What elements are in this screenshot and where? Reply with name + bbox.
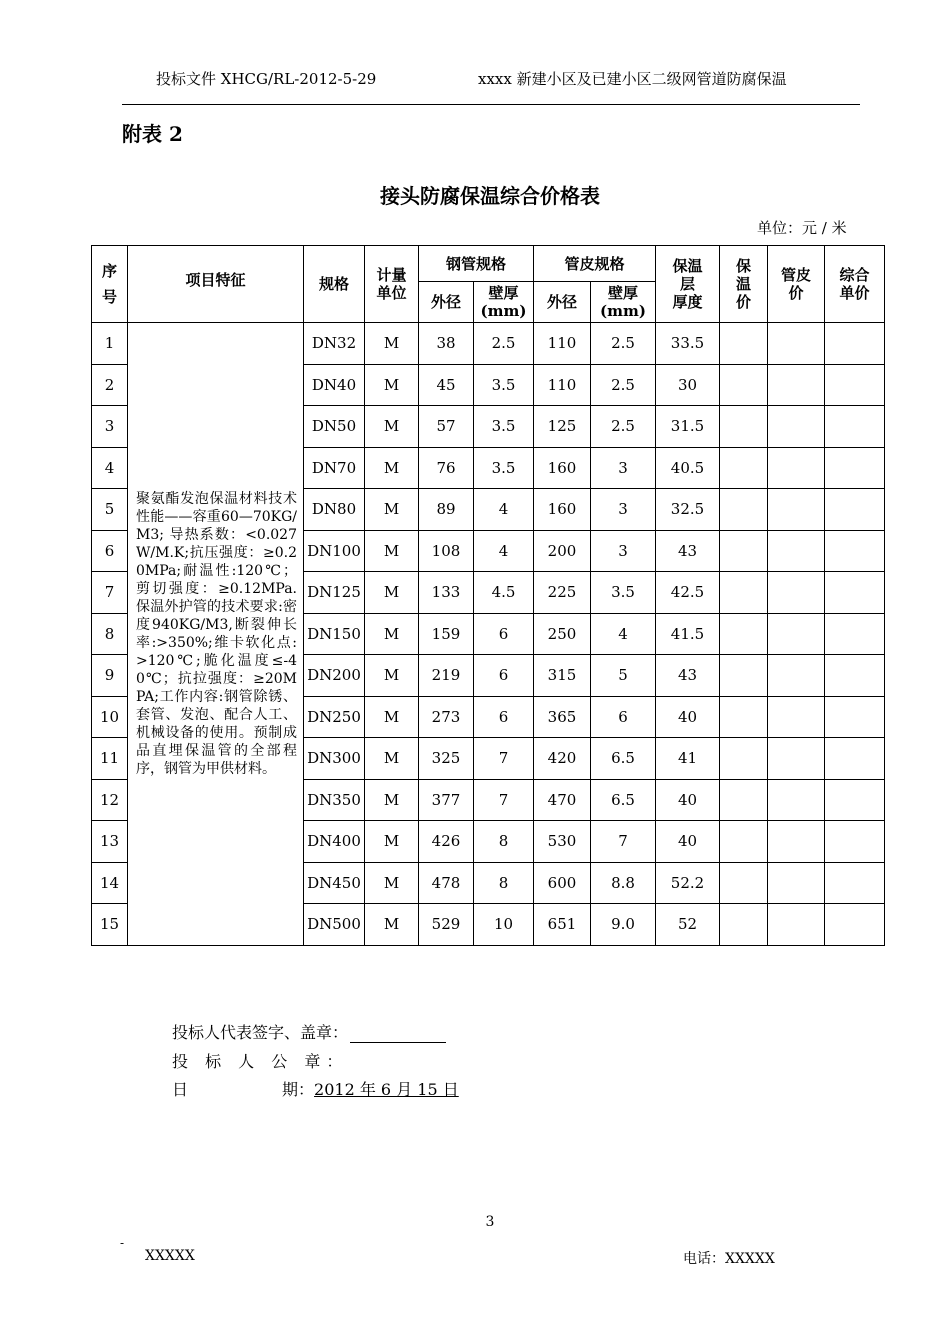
header-joint-wt-text: 壁厚 (mm) [600,284,646,321]
wt-cell: 10 [474,904,534,946]
unit-cell: M [365,364,419,406]
total-price-cell [825,862,885,904]
seq-cell: 5 [92,489,128,531]
rep-signature-label: 投标人代表签字、盖章： [172,1023,349,1042]
joint-od-cell: 110 [534,323,591,365]
header-joint-group: 管皮规格 [534,246,656,282]
ins-price-cell [720,738,768,780]
footer-right: 电话：XXXXX [683,1251,775,1267]
total-price-cell [825,364,885,406]
insulation-cell: 52 [656,904,720,946]
insulation-cell: 43 [656,655,720,697]
joint-od-cell: 125 [534,406,591,448]
joint-wt-cell: 2.5 [591,323,656,365]
header-wt [474,282,534,323]
wt-cell: 3.5 [474,406,534,448]
ins-price-cell [720,406,768,448]
unit-note: 单位：元 / 米 [757,219,847,237]
header-feature: 项目特征 [128,246,304,323]
od-cell: 529 [419,904,474,946]
header-joint-wt [591,282,656,323]
wt-cell: 6 [474,696,534,738]
joint-od-cell: 315 [534,655,591,697]
od-cell: 89 [419,489,474,531]
od-cell: 325 [419,738,474,780]
rep-signature-line [172,1020,446,1043]
seq-cell: 12 [92,779,128,821]
unit-cell: M [365,406,419,448]
header-wt-text: 壁厚 (mm) [480,284,527,321]
insulation-cell: 31.5 [656,406,720,448]
total-price-cell [825,530,885,572]
unit-cell: M [365,530,419,572]
header-total-price-text: 综合 单价 [839,266,870,302]
total-price-cell [825,655,885,697]
unit-cell: M [365,613,419,655]
spec-cell: DN500 [304,904,365,946]
spec-cell: DN70 [304,447,365,489]
joint-wt-cell: 2.5 [591,364,656,406]
ins-price-cell [720,447,768,489]
od-cell: 76 [419,447,474,489]
joint-price-cell [768,738,825,780]
joint-price-cell [768,406,825,448]
seq-cell: 8 [92,613,128,655]
spec-cell: DN450 [304,862,365,904]
seq-cell: 13 [92,821,128,863]
header-unit-text: 计量 单位 [376,266,407,302]
joint-wt-cell: 3 [591,530,656,572]
wt-cell: 8 [474,821,534,863]
joint-od-cell: 160 [534,447,591,489]
seq-cell: 4 [92,447,128,489]
od-cell: 219 [419,655,474,697]
od-cell: 108 [419,530,474,572]
joint-price-cell [768,613,825,655]
header-spec: 规格 [304,246,365,323]
joint-wt-cell: 6.5 [591,738,656,780]
wt-cell: 7 [474,779,534,821]
joint-price-cell [768,530,825,572]
insulation-cell: 41.5 [656,613,720,655]
joint-wt-cell: 6 [591,696,656,738]
joint-wt-cell: 8.8 [591,862,656,904]
total-price-cell [825,406,885,448]
unit-cell: M [365,655,419,697]
wt-cell: 4 [474,530,534,572]
date-label-2: 期： [282,1080,315,1099]
ins-price-cell [720,613,768,655]
joint-wt-cell: 3 [591,447,656,489]
seq-cell: 3 [92,406,128,448]
insulation-cell: 42.5 [656,572,720,614]
od-cell: 45 [419,364,474,406]
header-joint-price [768,246,825,323]
joint-price-cell [768,489,825,531]
unit-cell: M [365,862,419,904]
spec-cell: DN300 [304,738,365,780]
unit-cell: M [365,779,419,821]
header-right: xxxx 新建小区及已建小区二级网管道防腐保温 [478,70,787,88]
spec-cell: DN125 [304,572,365,614]
joint-wt-cell: 7 [591,821,656,863]
joint-od-cell: 160 [534,489,591,531]
seal-label: 投 标 人 公 章： [172,1052,349,1071]
unit-cell: M [365,572,419,614]
insulation-cell: 40 [656,821,720,863]
joint-price-cell [768,447,825,489]
total-price-cell [825,489,885,531]
od-cell: 57 [419,406,474,448]
total-price-cell [825,696,885,738]
od-cell: 426 [419,821,474,863]
joint-od-cell: 651 [534,904,591,946]
insulation-cell: 43 [656,530,720,572]
spec-cell: DN400 [304,821,365,863]
joint-price-cell [768,572,825,614]
joint-od-cell: 250 [534,613,591,655]
seq-cell: 2 [92,364,128,406]
ins-price-cell [720,364,768,406]
joint-od-cell: 200 [534,530,591,572]
joint-price-cell [768,779,825,821]
total-price-cell [825,779,885,821]
spec-cell: DN100 [304,530,365,572]
date-value: 2012 年 6 月 15 日 [314,1080,459,1099]
insulation-cell: 30 [656,364,720,406]
joint-price-cell [768,904,825,946]
footer-dash: - [120,1236,125,1250]
joint-od-cell: 110 [534,364,591,406]
joint-od-cell: 420 [534,738,591,780]
spec-cell: DN32 [304,323,365,365]
seq-cell: 6 [92,530,128,572]
spec-cell: DN40 [304,364,365,406]
wt-cell: 2.5 [474,323,534,365]
seq-cell: 1 [92,323,128,365]
total-price-cell [825,904,885,946]
ins-price-cell [720,530,768,572]
joint-wt-cell: 6.5 [591,779,656,821]
spec-cell: DN50 [304,406,365,448]
wt-cell: 6 [474,655,534,697]
ins-price-cell [720,862,768,904]
od-cell: 377 [419,779,474,821]
joint-price-cell [768,696,825,738]
header-steel-group: 钢管规格 [419,246,534,282]
table-body [92,323,885,946]
total-price-cell [825,572,885,614]
wt-cell: 3.5 [474,364,534,406]
ins-price-cell [720,904,768,946]
od-cell: 133 [419,572,474,614]
insulation-cell: 40.5 [656,447,720,489]
insulation-cell: 52.2 [656,862,720,904]
joint-wt-cell: 3 [591,489,656,531]
seq-cell: 7 [92,572,128,614]
spec-cell: DN350 [304,779,365,821]
unit-cell: M [365,489,419,531]
joint-wt-cell: 2.5 [591,406,656,448]
ins-price-cell [720,655,768,697]
table-row [92,323,885,365]
unit-cell: M [365,447,419,489]
joint-wt-cell: 9.0 [591,904,656,946]
wt-cell: 8 [474,862,534,904]
header-seq-text: 序 号 [101,262,117,306]
ins-price-cell [720,489,768,531]
seq-cell: 10 [92,696,128,738]
header-ins-price [720,246,768,323]
ins-price-cell [720,572,768,614]
ins-price-cell [720,696,768,738]
header-ins-price-text: 保 温 价 [735,257,751,311]
od-cell: 159 [419,613,474,655]
ins-price-cell [720,779,768,821]
spec-cell: DN150 [304,613,365,655]
joint-od-cell: 225 [534,572,591,614]
total-price-cell [825,323,885,365]
header-left: 投标文件 XHCG/RL-2012-5-29 [156,70,377,88]
wt-cell: 6 [474,613,534,655]
wt-cell: 7 [474,738,534,780]
seq-cell: 11 [92,738,128,780]
appendix-label: 附表 2 [122,122,183,146]
seq-cell: 15 [92,904,128,946]
feature-description: 聚氨酯发泡保温材料技术性能——容重60—70KG/M3; 导热系数：<0.027W/M.K;抗压强度：≥0.20MPa;耐温性:120℃；剪切强度：≥0.12MPa.保温外护管的技术要求:密度940KG/M3,断裂伸长率:>350%;维卡软化点:>120℃;脆化温度≤-40℃；抗拉强度：≥20MPA;工作内容:钢管除锈、套管、发泡、配合人工、机械设备的使用。预制成品直埋保温管的全部程序，钢管为甲供材料。 [128,323,304,946]
joint-wt-cell: 4 [591,613,656,655]
insulation-cell: 40 [656,696,720,738]
date-line [172,1077,459,1100]
joint-od-cell: 530 [534,821,591,863]
price-table [91,245,885,946]
total-price-cell [825,447,885,489]
unit-cell: M [365,696,419,738]
page-number: 3 [485,1214,495,1230]
date-label-1: 日 [172,1080,189,1099]
header-joint-od: 外径 [534,282,591,323]
wt-cell: 4 [474,489,534,531]
header-seq [92,246,128,323]
seq-cell: 9 [92,655,128,697]
od-cell: 273 [419,696,474,738]
ins-price-cell [720,821,768,863]
joint-wt-cell: 5 [591,655,656,697]
total-price-cell [825,821,885,863]
wt-cell: 4.5 [474,572,534,614]
joint-od-cell: 365 [534,696,591,738]
wt-cell: 3.5 [474,447,534,489]
ins-price-cell [720,323,768,365]
spec-cell: DN80 [304,489,365,531]
unit-cell: M [365,904,419,946]
header-rule [122,104,860,105]
unit-cell: M [365,323,419,365]
header-insulation [656,246,720,323]
joint-price-cell [768,655,825,697]
header-insulation-text: 保温 层 厚度 [672,257,703,311]
joint-wt-cell: 3.5 [591,572,656,614]
joint-price-cell [768,323,825,365]
rep-signature-blank[interactable] [350,1026,446,1043]
spec-cell: DN250 [304,696,365,738]
seal-line [172,1049,348,1072]
unit-cell: M [365,821,419,863]
header-unit [365,246,419,323]
header-od: 外径 [419,282,474,323]
od-cell: 478 [419,862,474,904]
joint-price-cell [768,862,825,904]
joint-od-cell: 600 [534,862,591,904]
joint-od-cell: 470 [534,779,591,821]
page-title: 接头防腐保温综合价格表 [380,184,600,208]
insulation-cell: 32.5 [656,489,720,531]
footer-left: XXXXX [145,1248,195,1264]
header-total-price [825,246,885,323]
od-cell: 38 [419,323,474,365]
insulation-cell: 33.5 [656,323,720,365]
joint-price-cell [768,821,825,863]
header-joint-price-text: 管皮 价 [780,266,811,302]
total-price-cell [825,738,885,780]
unit-cell: M [365,738,419,780]
joint-price-cell [768,364,825,406]
total-price-cell [825,613,885,655]
insulation-cell: 40 [656,779,720,821]
seq-cell: 14 [92,862,128,904]
spec-cell: DN200 [304,655,365,697]
insulation-cell: 41 [656,738,720,780]
